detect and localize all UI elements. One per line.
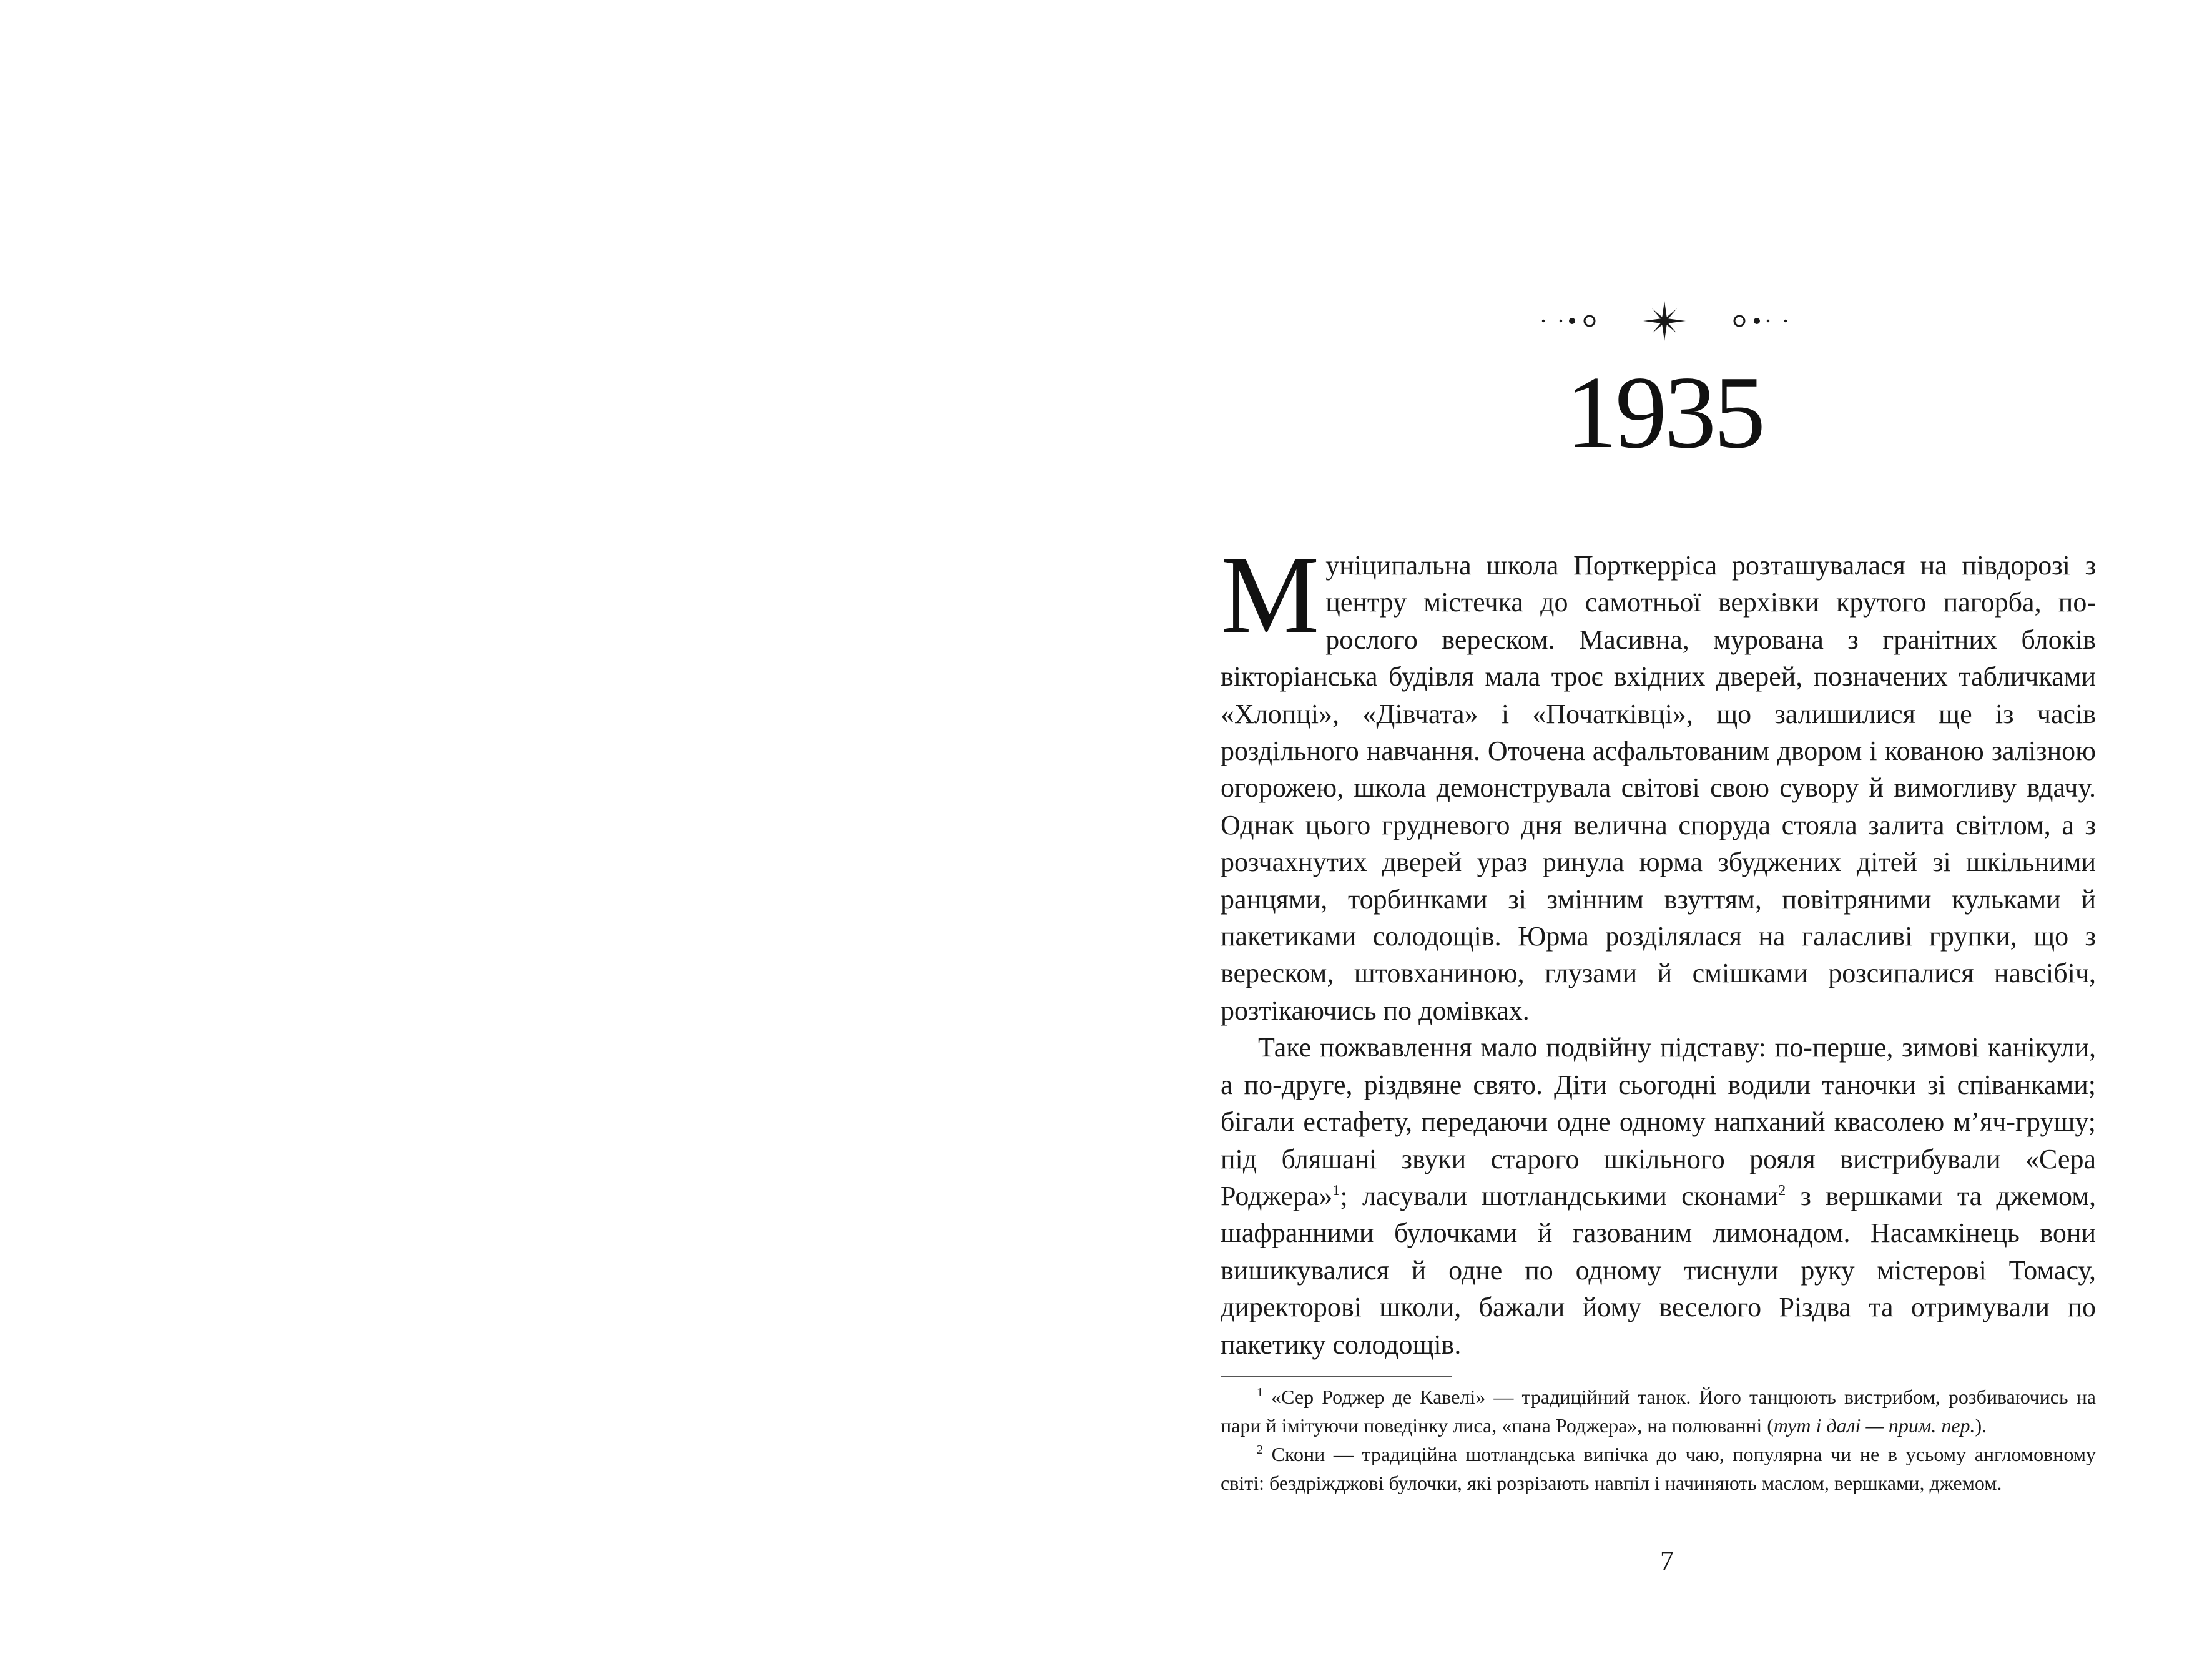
footnote-text: Скони — традиційна шотландська випічка до чаю, популярна чи не в усьому англомовному світі: бездріжджові булочки, які розрізають навпіл і начиняють маслом, вершками, джемом.: [1221, 1443, 2096, 1494]
body-text: [1221, 533, 2096, 1363]
footnote-text-tail: ).: [1975, 1414, 1987, 1437]
footnote-mark: 1: [1257, 1386, 1263, 1399]
paragraph-text: ; ласували шотландськими сконами: [1340, 1180, 1779, 1211]
footnote-ref[interactable]: 2: [1778, 1182, 1786, 1199]
paragraph-text: з вершками та джемом, шафранними булочками й газованим лимонадом. Насамкінець вони вишикувалися й одне по одному тиснули руку містерові Томасу, директорові школи, бажали йому веселого Різдва та отримували по пакетику солодощів.: [1221, 1180, 2096, 1360]
footnote: [1221, 1382, 2096, 1440]
chapter-title: 1935: [1566, 355, 1763, 470]
paragraph-text: уніципальна школа Порткерріса розташувалася на півдорозі з центру містечка до самотньої верхівки крутого пагорба, порослого вереском. Масивна, мурована з гранітних блоків вікторіанська будівля мала троє вхідних дверей, позначених табличками «Хлопці», «Дівчата» і «Початківці», що залишилися ще із часів роздільного навчання. Оточена асфальтованим двором і кованою залізною огорожею, школа демонструвала світові свою сувору й вимогливу вдачу. Однак цього грудневого дня велична споруда стояла залита світлом, а з розчахнутих дверей ураз ринула юрма збуджених дітей зі шкільними ранцями, торбинками зі змінним взуттям, повітряними кульками й пакетиками солодощів. Юрма розділялася на галасливі групки, що з вереском, штовханиною, глузами й смішками розсипалися навсібіч, розтікаючись по домівках.: [1221, 550, 2096, 1026]
drop-cap: М: [1221, 533, 1320, 656]
paragraph: [1221, 533, 2096, 1029]
page-number: 7: [1660, 1545, 1674, 1576]
paragraph: [1221, 1029, 2096, 1363]
footnote: [1221, 1440, 2096, 1497]
paragraph-text: Таке пожвавлення мало подвійну підставу: по-перше, зимові канікули, а по-друге, різдвяне свято. Діти сьогодні водили таночки зі співанками; бігали естафету, передаючи одне одному напханий квасолею м’яч-грушу; під бляшані звуки старого шкільного рояля вистрибували «Сера Роджера»: [1221, 1032, 2096, 1211]
footnote-ref[interactable]: 1: [1332, 1182, 1340, 1199]
footnote-mark: 2: [1257, 1443, 1263, 1457]
sparkle-ornament-icon: [1533, 300, 1796, 342]
footnote-italic: тут і далі — прим. пер.: [1773, 1414, 1975, 1437]
footnote-text: «Сер Роджер де Кавелі» — традиційний танок. Його танцюють вистрибом, розбиваючись на пари й імітуючи поведінку лиса, «пана Роджера», на полюванні (: [1221, 1386, 2096, 1437]
footnote-divider: [1221, 1376, 1452, 1377]
footnotes: [1221, 1382, 2096, 1497]
